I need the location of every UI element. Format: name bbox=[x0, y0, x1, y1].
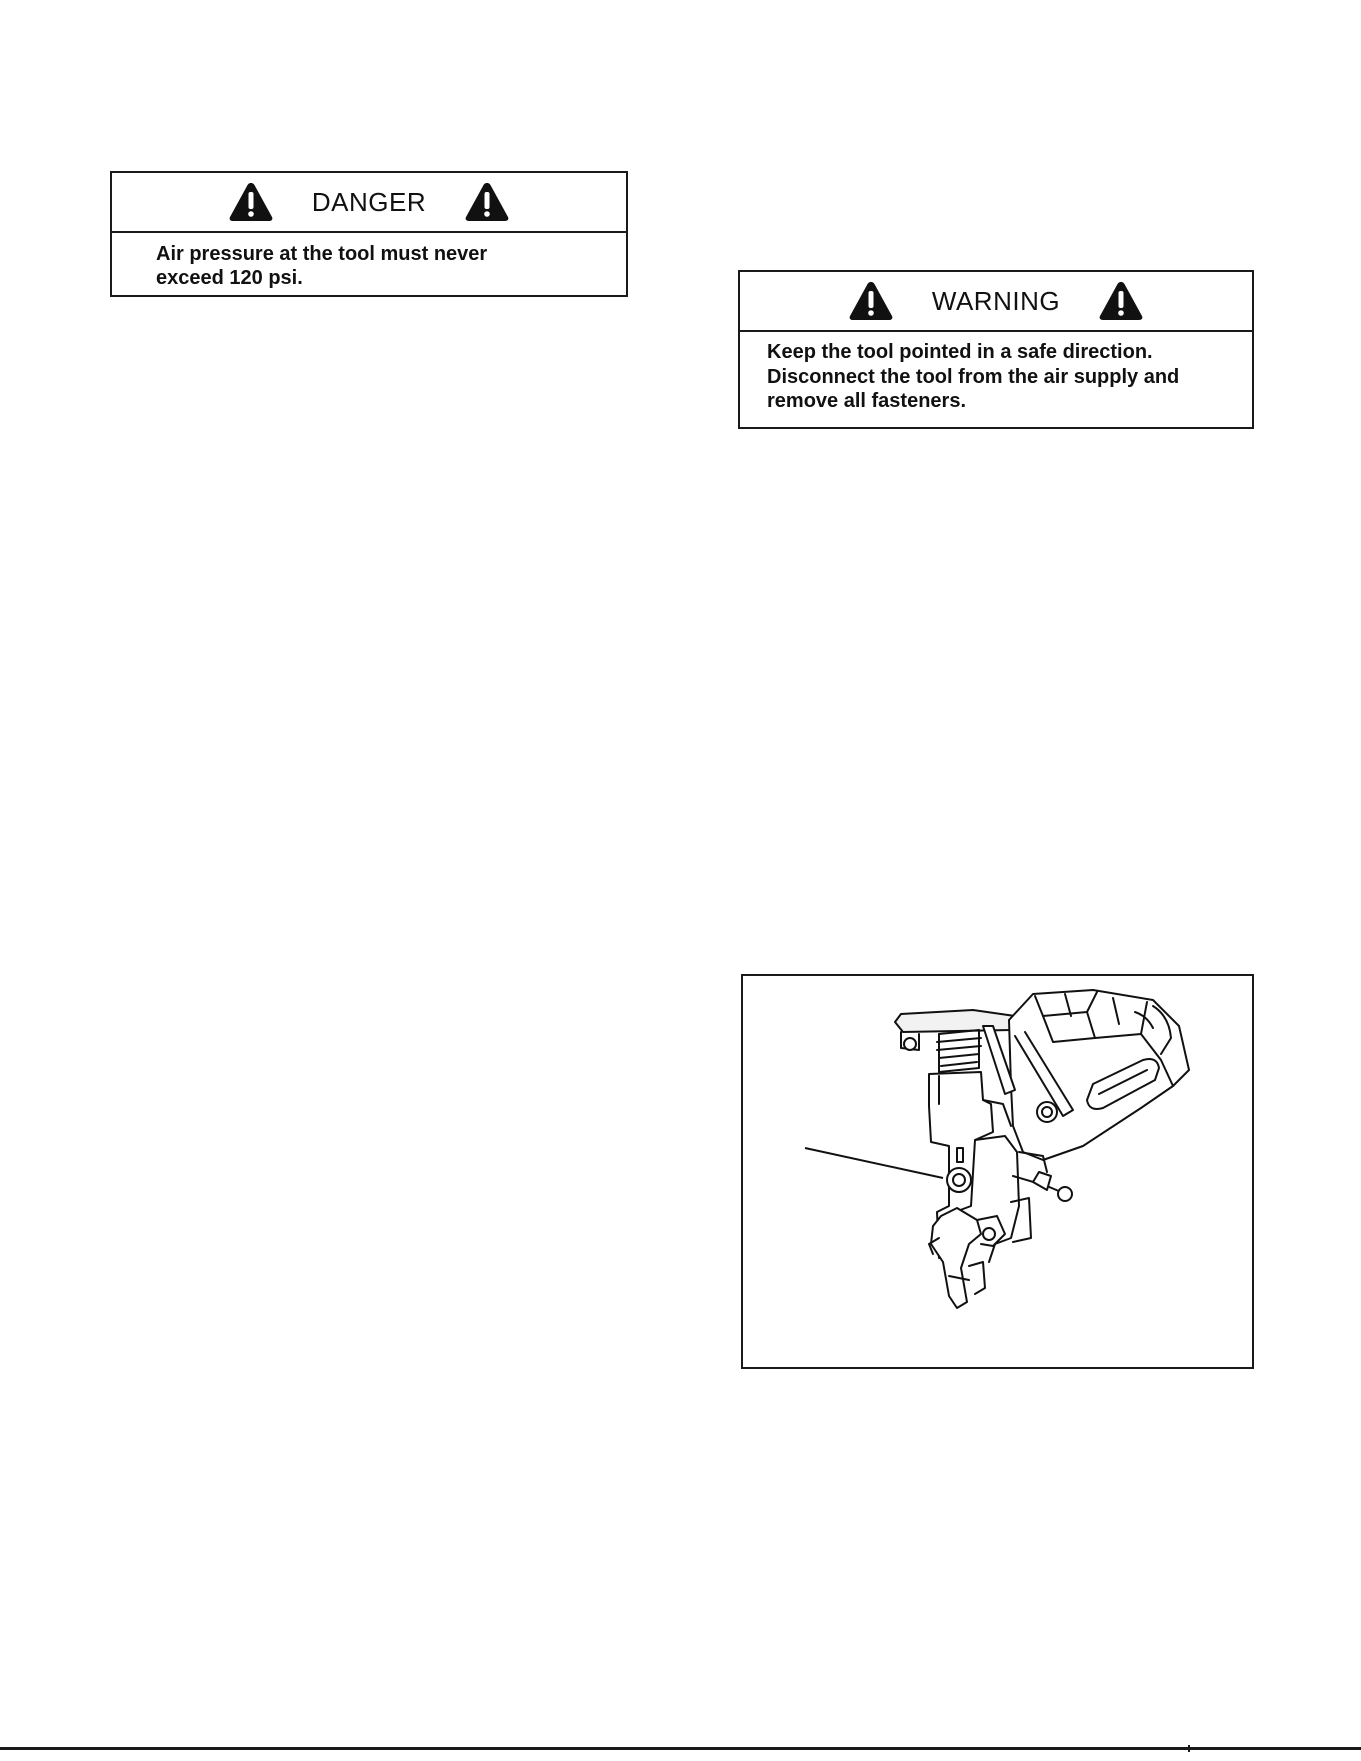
warning-triangle-icon bbox=[228, 182, 274, 222]
warning-notice bbox=[738, 270, 1254, 429]
nailer-nose-illustration bbox=[743, 976, 1252, 1367]
warning-line: remove all fasteners. bbox=[767, 390, 966, 412]
warning-triangle-icon bbox=[848, 281, 894, 321]
warning-line: Keep the tool pointed in a safe direction. bbox=[767, 341, 1153, 363]
danger-line: exceed 120 psi. bbox=[156, 267, 303, 289]
warning-message bbox=[740, 332, 1252, 414]
callout-leader-line bbox=[805, 1148, 943, 1178]
warning-triangle-icon bbox=[464, 182, 510, 222]
danger-message bbox=[112, 233, 626, 290]
danger-notice bbox=[110, 171, 628, 297]
tool-figure bbox=[741, 974, 1254, 1369]
page-footer-rule bbox=[0, 1747, 1361, 1750]
danger-title: DANGER bbox=[311, 186, 427, 217]
danger-header bbox=[112, 173, 626, 233]
page-footer-rule-tick bbox=[1188, 1745, 1190, 1752]
warning-title: WARNING bbox=[931, 285, 1061, 316]
warning-line: Disconnect the tool from the air supply and bbox=[767, 365, 1180, 388]
danger-line: Air pressure at the tool must never bbox=[156, 243, 488, 265]
warning-triangle-icon bbox=[1098, 281, 1144, 321]
warning-header bbox=[740, 272, 1252, 332]
